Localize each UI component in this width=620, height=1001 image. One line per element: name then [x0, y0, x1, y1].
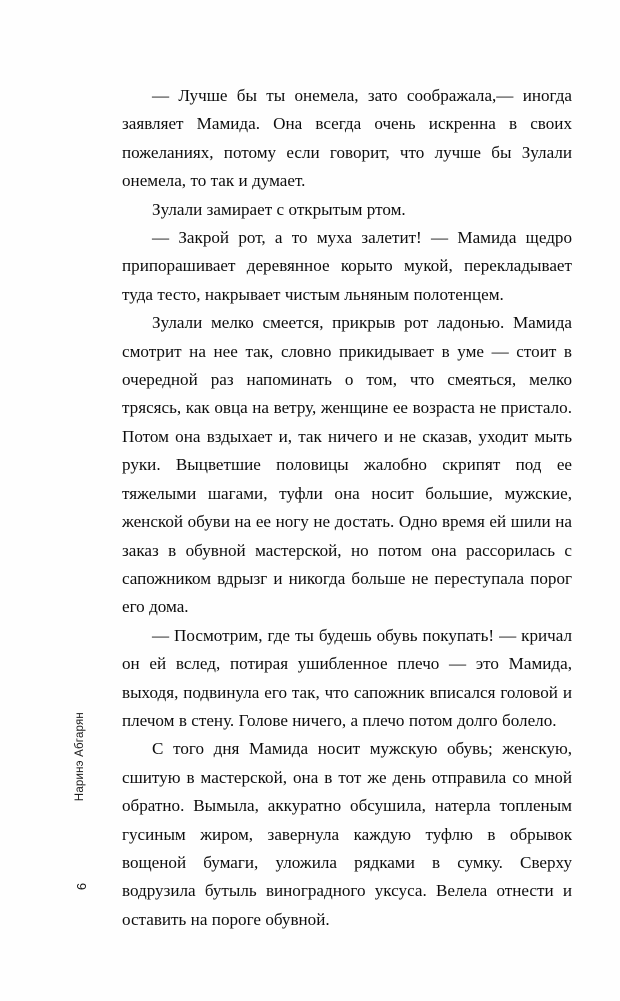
paragraph: — Лучше бы ты онемела, зато соображала,— иногда заявляет Мамида. Она всегда очень искренна в своих пожеланиях, потому если говорит, что лучше бы Зулали онемела, то так и думает.: [122, 86, 572, 191]
running-head-author: Наринэ Абгарян: [74, 712, 86, 802]
paragraph: Зулали мелко смеется, прикрыв рот ладонью. Мамида смотрит на нее так, словно прикидывает в уме — стоит в очередной раз напоминать о том, что смеяться, мелко трясясь, как овца на ветру, женщине ее возраста не пристало. Потом она вздыхает и, так ничего и не сказав, уходит мыть руки. Выцветшие половицы жалобно скрипят под ее тяжелыми шагами, туфли она носит большие, мужские, женской обуви на ее ногу не достать. Одно время ей шили на заказ в обувной мастерской, но потом она рассорилась с сапожником вдрызг и никогда больше не переступала порог его дома.: [122, 313, 572, 617]
paragraph: — Посмотрим, где ты будешь обувь покупать! — кричал он ей вслед, потирая ушибленное плечо — это Мамида, выходя, подвинула его так, что сапожник вписался головой и плечом в стену. Голове ничего, а плечо потом долго болело.: [122, 625, 572, 730]
paragraph: — Закрой рот, а то муха залетит! — Мамида щедро припорашивает деревянное корыто мукой, перекладывает туда тесто, накрывает чистым льняным полотенцем.: [122, 228, 572, 304]
paragraph: Зулали замирает с открытым ртом.: [152, 199, 406, 219]
page-number-value: 6: [74, 882, 90, 891]
paragraph: С того дня Мамида носит мужскую обувь; женскую, сшитую в мастерской, она в тот же день отправила со мной обратно. Вымыла, аккуратно обсушила, натерла топленым гусиным жиром, завернула каждую туфлю в обрывок вощеной бумаги, уложила рядками в сумку. Сверху водрузила бутыль виноградного уксуса. Велела отнести и оставить на пороге обувной.: [122, 739, 572, 929]
page-number: [72, 878, 92, 896]
body-text-column: [122, 82, 572, 934]
